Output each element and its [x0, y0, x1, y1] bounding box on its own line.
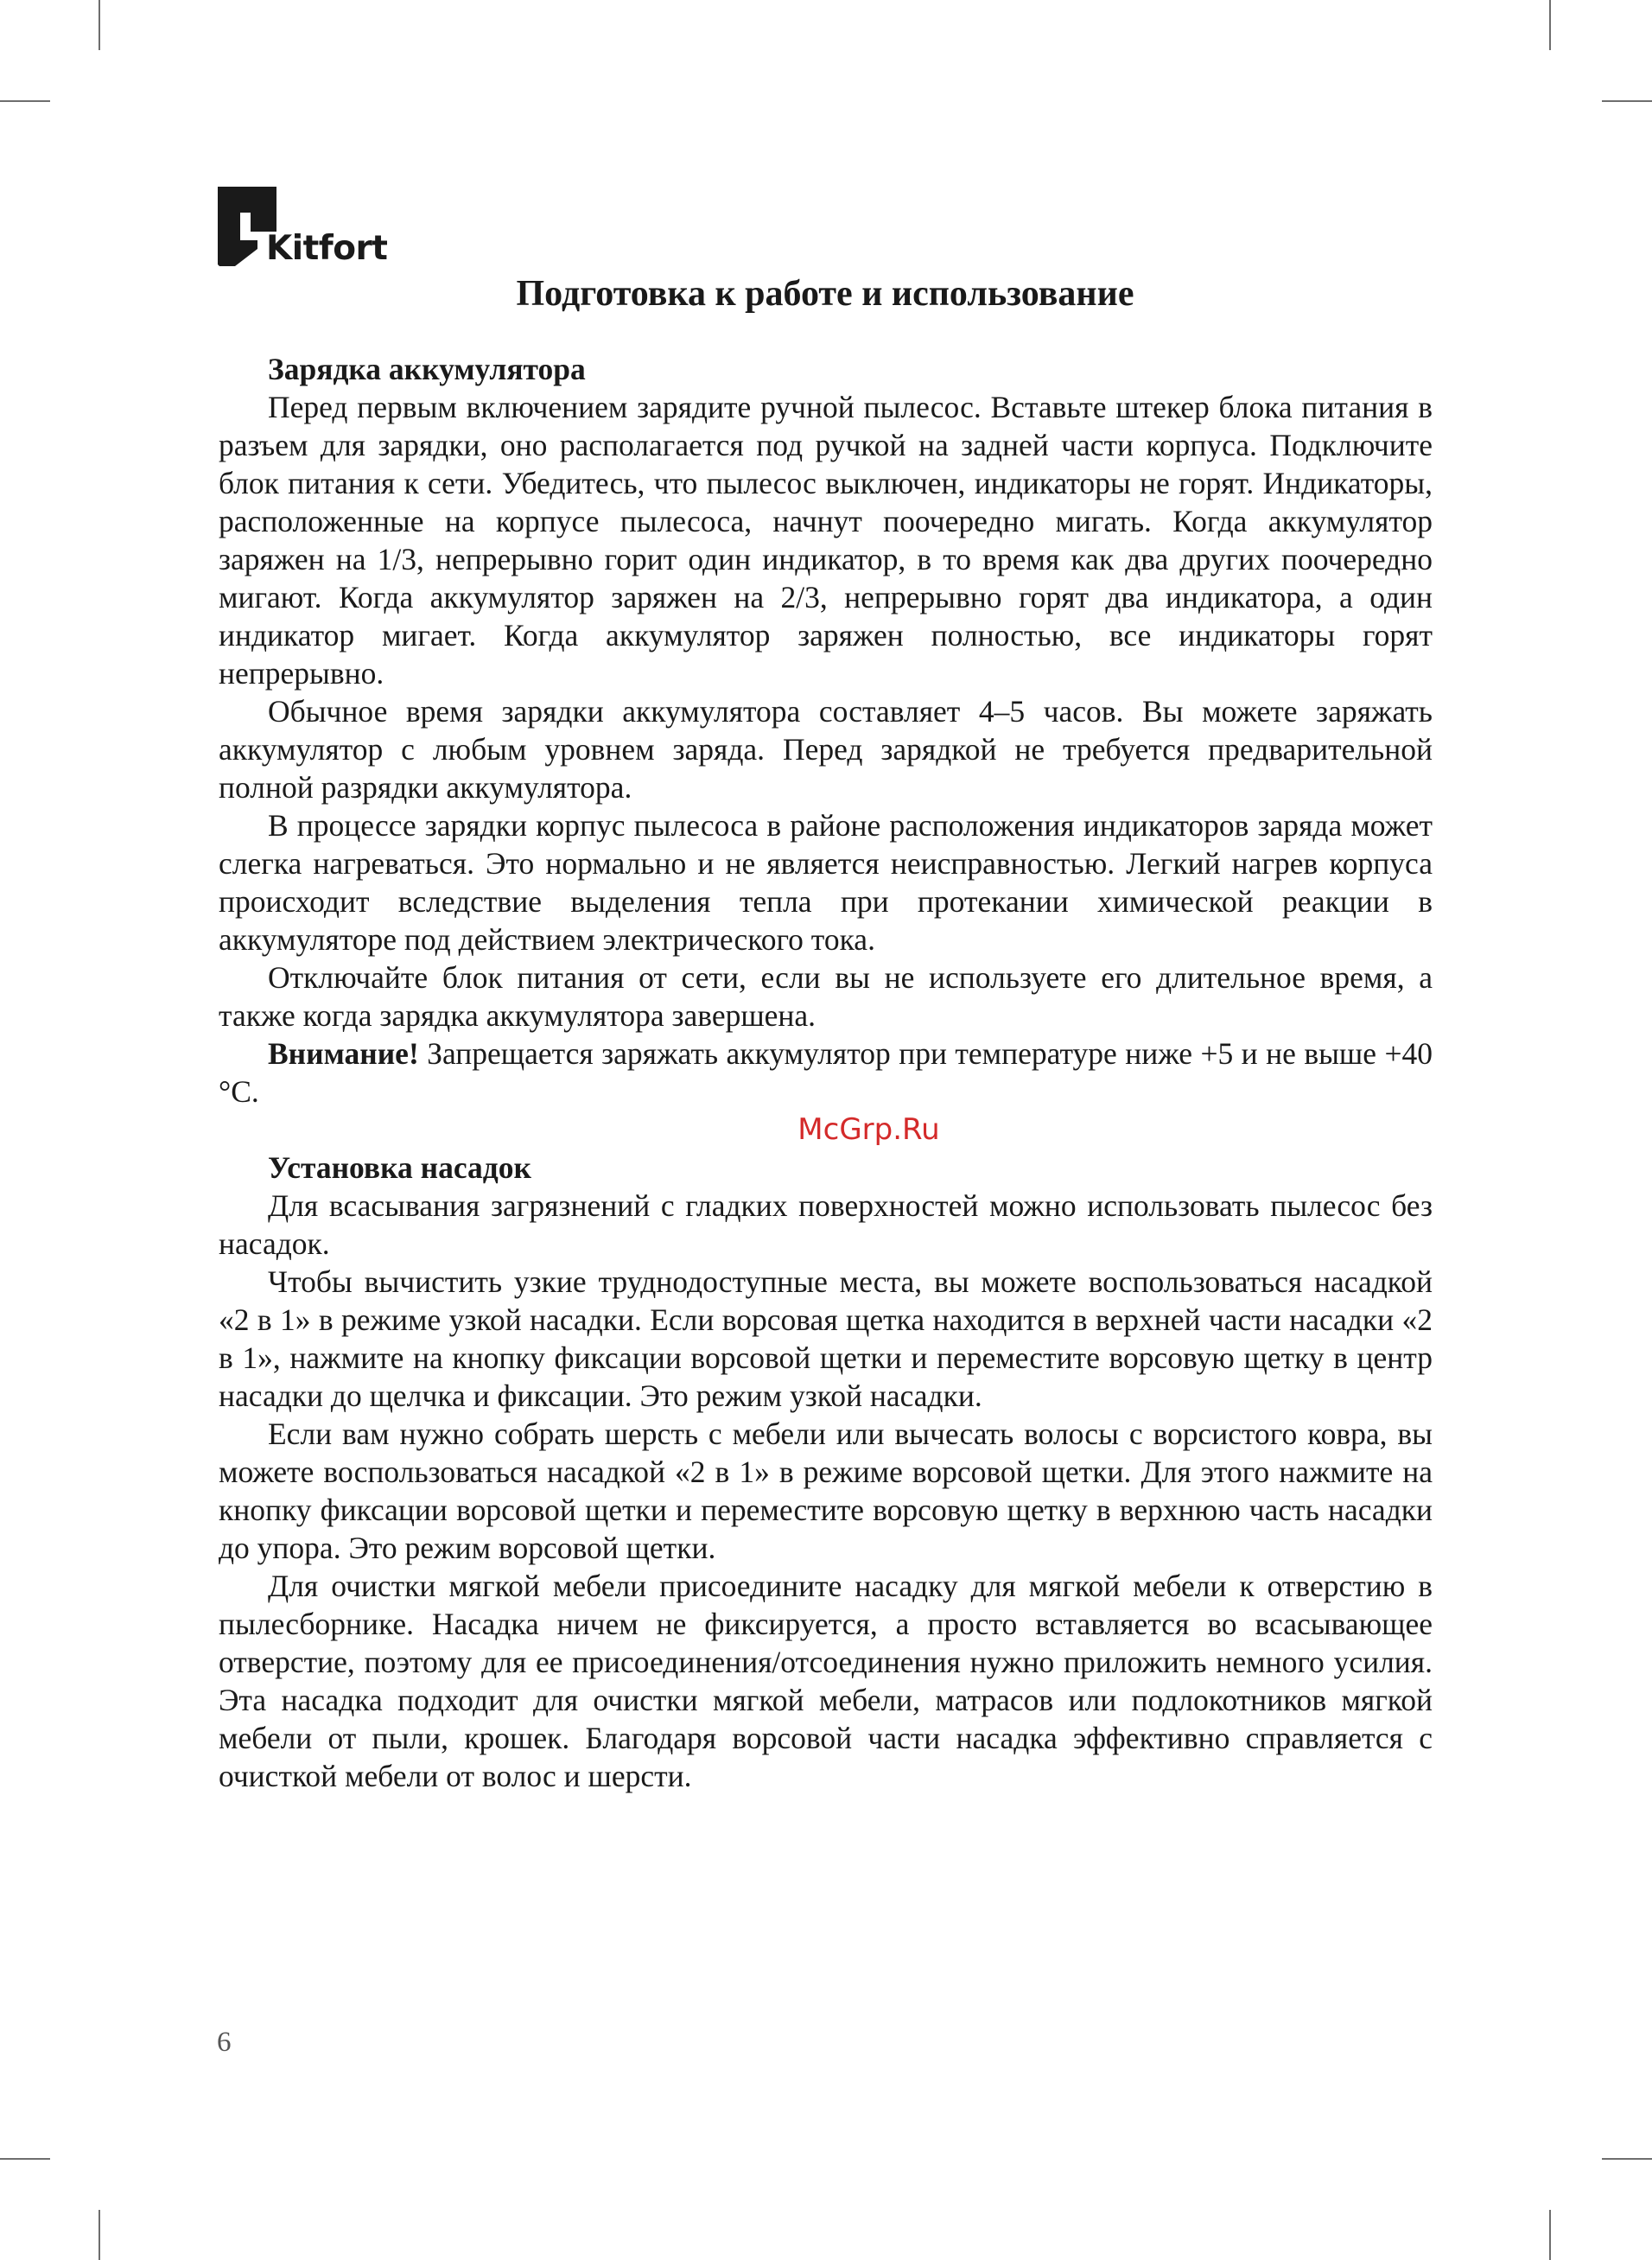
kitfort-logo: [218, 187, 391, 273]
watermark: McGrp.Ru: [797, 1112, 940, 1147]
crop-mark: [98, 2210, 100, 2260]
paragraph: Для очистки мягкой мебели присоедините насадку для мягкой мебели к отверстию в пылесборнике. Насадка ничем не фиксируется, а просто вставляется во всасывающее отверстие, поэтому для ее присоединения/отсоединения нужно приложить немного усилия. Эта насадка подходит для очистки мягкой мебели, матрасов или подлокотников мягкой мебели от пыли, крошек. Благодаря ворсовой части насадка эффективно справляется с очисткой мебели от волос и шерсти.: [219, 1569, 1433, 1793]
crop-mark: [1549, 0, 1551, 50]
warning-paragraph: [219, 1035, 1433, 1111]
paragraph: Если вам нужно собрать шерсть с мебели или вычесать волосы с ворсистого ковра, вы можете воспользоваться насадкой «2 в 1» в режиме ворсовой щетки. Для этого нажмите на кнопку фиксации ворсовой щетки и переместите ворсовую щетку в верхнюю часть насадки до упора. Это режим ворсовой щетки.: [219, 1416, 1433, 1565]
page-title: Подготовка к работе и использование: [516, 274, 1134, 314]
document-body: [219, 350, 1433, 1795]
page-number: 6: [217, 2027, 232, 2058]
warning-text: Запрещается заряжать аккумулятор при температуре ниже +5 и не выше +40 °C.: [219, 1036, 1433, 1109]
paragraph: Отключайте блок питания от сети, если вы не используете его длительное время, а также когда зарядка аккумулятора завершена.: [219, 960, 1433, 1033]
paragraph: В процессе зарядки корпус пылесоса в районе расположения индикаторов заряда может слегка нагреваться. Это нормально и не является неисправностью. Легкий нагрев корпуса происходит вследствие выделения тепла при протекании химической реакции в аккумуляторе под действием электрического тока.: [219, 808, 1433, 957]
paragraph: Перед первым включением зарядите ручной пылесос. Вставьте штекер блока питания в разъем для зарядки, оно располагается под ручкой на задней части корпуса. Подключите блок питания к сети. Убедитесь, что пылесос выключен, индикаторы не горят. Индикаторы, расположенные на корпусе пылесоса, начнут поочередно мигать. Когда аккумулятор заряжен на 1/3, непрерывно горит один индикатор, в то время как два других поочередно мигают. Когда аккумулятор заряжен на 2/3, непрерывно горят два индикатора, а один индикатор мигает. Когда аккумулятор заряжен полностью, все индикаторы горят непрерывно.: [219, 390, 1433, 691]
crop-mark: [0, 2158, 50, 2160]
paragraph: Чтобы вычистить узкие труднодоступные места, вы можете воспользоваться насадкой «2 в 1» в режиме узкой насадки. Если ворсовая щетка находится в верхней части насадки «2 в 1», нажмите на кнопку фиксации ворсовой щетки и переместите ворсовую щетку в центр насадки до щелчка и фиксации. Это режим узкой насадки.: [219, 1264, 1433, 1413]
crop-mark: [1549, 2210, 1551, 2260]
crop-mark: [1602, 2158, 1652, 2160]
paragraph: Обычное время зарядки аккумулятора составляет 4–5 часов. Вы можете заряжать аккумулятор с любым уровнем заряда. Перед зарядкой не требуется предварительной полной разрядки аккумулятора.: [219, 694, 1433, 805]
crop-mark: [98, 0, 100, 50]
crop-mark: [0, 100, 50, 102]
section-heading-charging: Зарядка аккумулятора: [268, 352, 586, 386]
section-heading-attachments: Установка насадок: [268, 1150, 531, 1185]
logo-text: Kitfort: [266, 229, 388, 268]
crop-mark: [1602, 100, 1652, 102]
warning-label: Внимание!: [268, 1036, 419, 1071]
paragraph: Для всасывания загрязнений с гладких поверхностей можно использовать пылесос без насадок.: [219, 1188, 1433, 1261]
